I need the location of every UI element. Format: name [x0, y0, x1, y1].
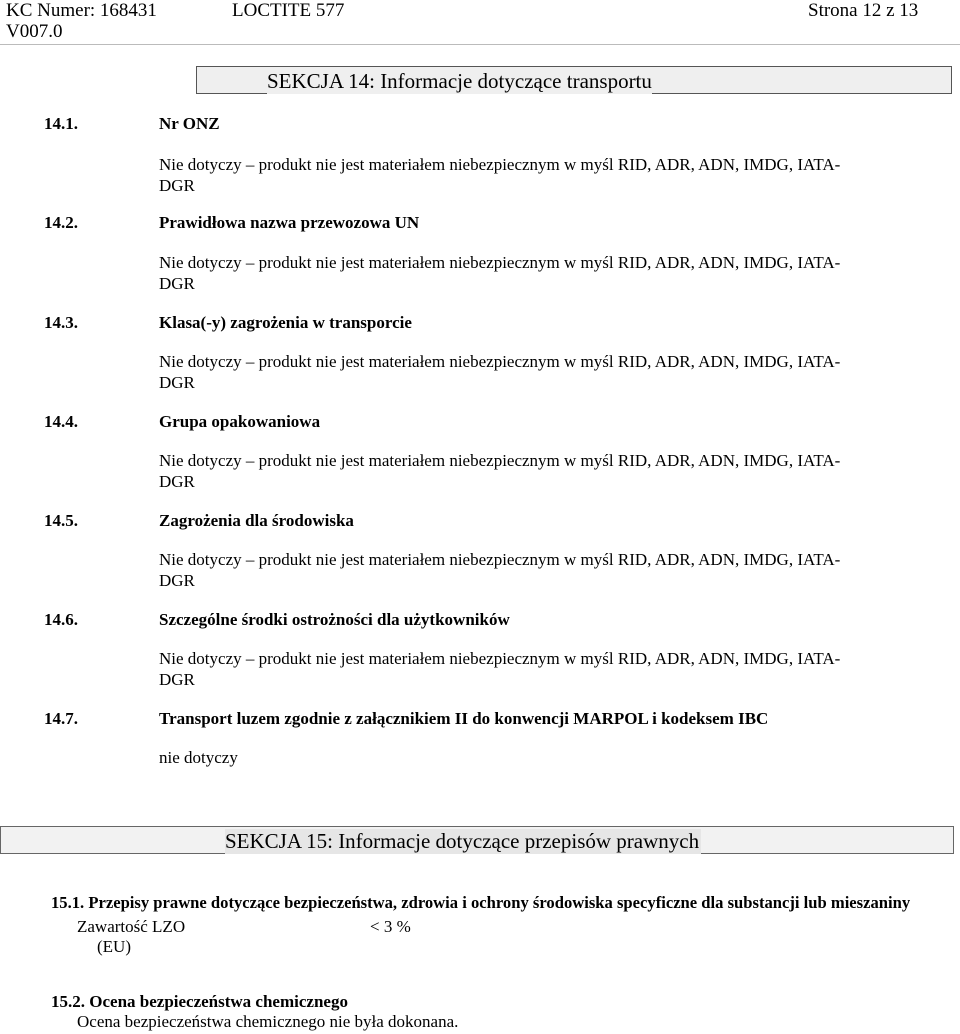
item-text-line2: DGR — [159, 176, 195, 195]
item-number: 14.6. — [44, 610, 78, 629]
product-name: LOCTITE 577 — [232, 0, 345, 21]
item-title: Nr ONZ — [159, 114, 220, 133]
item-title: Transport luzem zgodnie z załącznikiem II do konwencji MARPOL i kodeksem IBC — [159, 709, 769, 728]
item-number: 14.1. — [44, 114, 78, 133]
item-title: Klasa(-y) zagrożenia w transporcie — [159, 313, 412, 332]
item-number: 14.7. — [44, 709, 78, 728]
item-text-line1: Nie dotyczy – produkt nie jest materiałem niebezpiecznym w myśl RID, ADR, ADN, IMDG, IATA- — [159, 550, 841, 569]
section-14-title: SEKCJA 14: Informacje dotyczące transportu — [267, 69, 652, 93]
subsection-15-2-text: Ocena bezpieczeństwa chemicznego nie była dokonana. — [77, 1012, 459, 1031]
item-text-line2: DGR — [159, 274, 195, 293]
section-14-banner — [196, 66, 952, 94]
voc-value: < 3 % — [370, 917, 411, 936]
item-text-line2: DGR — [159, 373, 195, 392]
item-number: 14.4. — [44, 412, 78, 431]
item-text-line1: Nie dotyczy – produkt nie jest materiałem niebezpiecznym w myśl RID, ADR, ADN, IMDG, IATA- — [159, 352, 841, 371]
page-number: Strona 12 z 13 — [808, 0, 919, 21]
subsection-15-1-title: 15.1. Przepisy prawne dotyczące bezpieczeństwa, zdrowia i ochrony środowiska specyficzne dla substancji lub mieszaniny — [51, 893, 911, 912]
item-number: 14.3. — [44, 313, 78, 332]
item-text-line2: DGR — [159, 571, 195, 590]
item-text-line1: Nie dotyczy – produkt nie jest materiałem niebezpiecznym w myśl RID, ADR, ADN, IMDG, IATA- — [159, 155, 841, 174]
item-number: 14.2. — [44, 213, 78, 232]
section-15-title: SEKCJA 15: Informacje dotyczące przepisów prawnych — [225, 829, 700, 853]
item-number: 14.5. — [44, 511, 78, 530]
section-15-banner — [0, 826, 954, 854]
item-text-line2: DGR — [159, 472, 195, 491]
item-title: Grupa opakowaniowa — [159, 412, 321, 431]
item-text: nie dotyczy — [159, 748, 238, 767]
header-divider — [0, 44, 960, 45]
item-title: Szczególne środki ostrożności dla użytkowników — [159, 610, 510, 629]
item-title: Zagrożenia dla środowiska — [159, 511, 354, 530]
item-text-line2: DGR — [159, 670, 195, 689]
voc-label: Zawartość LZO — [77, 917, 186, 936]
voc-label-eu: (EU) — [97, 937, 131, 956]
item-text-line1: Nie dotyczy – produkt nie jest materiałem niebezpiecznym w myśl RID, ADR, ADN, IMDG, IATA- — [159, 253, 841, 272]
subsection-15-2-title: 15.2. Ocena bezpieczeństwa chemicznego — [51, 992, 348, 1011]
version: V007.0 — [6, 21, 63, 42]
item-text-line1: Nie dotyczy – produkt nie jest materiałem niebezpiecznym w myśl RID, ADR, ADN, IMDG, IATA- — [159, 649, 841, 668]
item-title: Prawidłowa nazwa przewozowa UN — [159, 213, 420, 232]
kc-number: KC Numer: 168431 — [6, 0, 157, 21]
item-text-line1: Nie dotyczy – produkt nie jest materiałem niebezpiecznym w myśl RID, ADR, ADN, IMDG, IATA- — [159, 451, 841, 470]
